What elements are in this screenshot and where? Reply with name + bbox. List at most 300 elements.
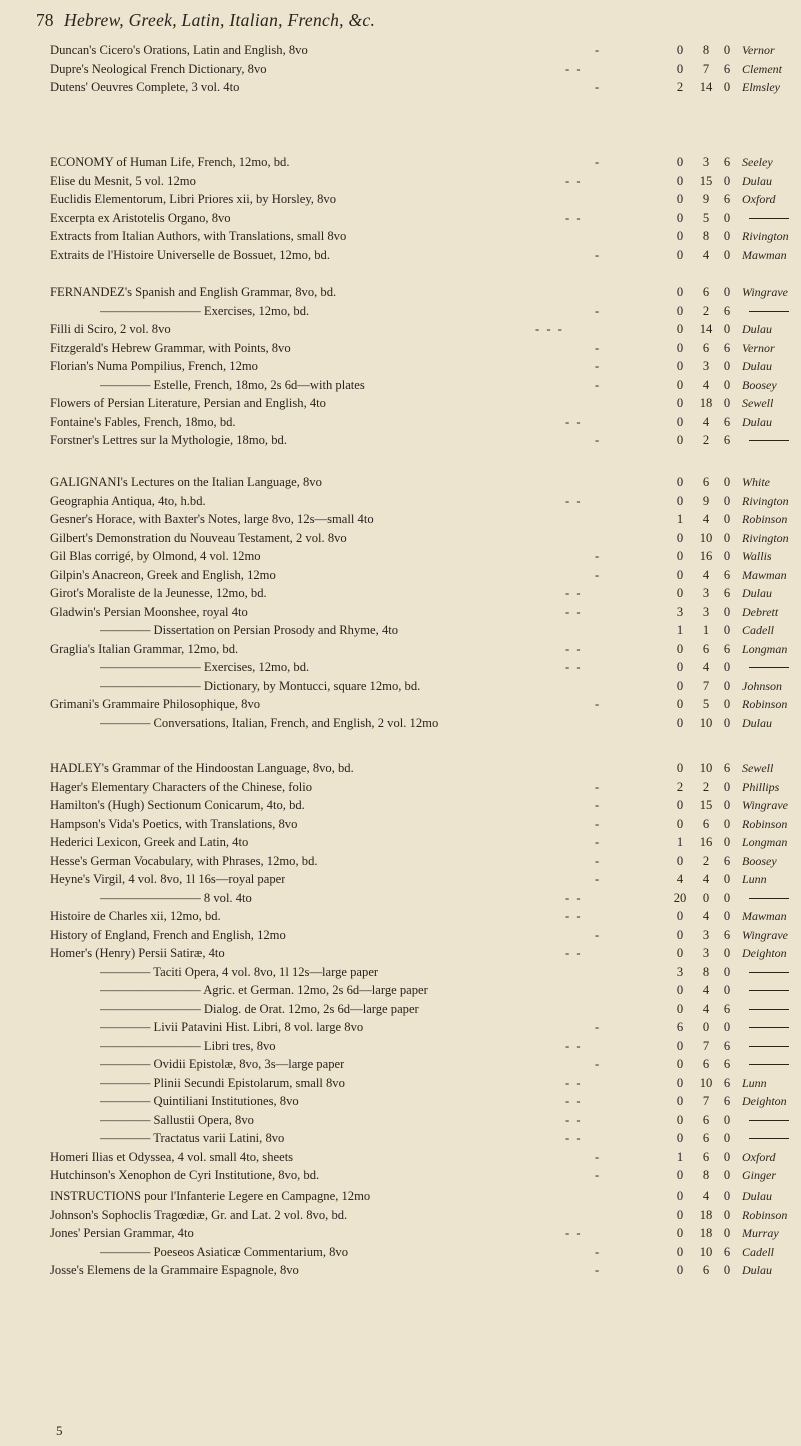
price-pence: 0 bbox=[723, 660, 731, 674]
price-pence: 6 bbox=[723, 433, 731, 447]
leader-dashes: - bbox=[595, 835, 602, 849]
entry-title: Jones' Persian Grammar, 4to bbox=[50, 1226, 194, 1240]
catalogue-entry bbox=[0, 1055, 801, 1074]
price-pounds: 0 bbox=[676, 1189, 684, 1203]
price-pounds: 0 bbox=[676, 1094, 684, 1108]
price-pounds: 0 bbox=[676, 715, 684, 730]
price-pounds: 0 bbox=[676, 1226, 684, 1240]
entry-title: ———————— Dictionary, by Montucci, square 12mo, bd. bbox=[100, 678, 421, 693]
leader-dashes: - - - bbox=[535, 322, 564, 336]
entry-title: Hamilton's (Hugh) Sectionum Conicarum, 4to, bd. bbox=[50, 798, 305, 812]
catalogue-entry bbox=[0, 190, 801, 209]
price-pounds: 0 bbox=[676, 285, 684, 299]
entry-title: Flowers of Persian Literature, Persian and English, 4to bbox=[50, 396, 326, 410]
publisher: Dulau bbox=[742, 359, 772, 373]
leader-dashes: - - bbox=[565, 660, 583, 674]
price-pence: 0 bbox=[723, 549, 731, 563]
catalogue-entry bbox=[0, 603, 801, 622]
price-shillings: 4 bbox=[702, 1001, 710, 1016]
catalogue-entry bbox=[0, 529, 801, 548]
price-shillings: 16 bbox=[699, 835, 713, 849]
price-pounds: 0 bbox=[676, 433, 684, 447]
price-pence: 0 bbox=[723, 229, 731, 243]
price-pence: 0 bbox=[723, 210, 731, 225]
publisher: Debrett bbox=[742, 604, 779, 619]
price-pence: 6 bbox=[723, 761, 731, 775]
catalogue-entry bbox=[0, 907, 801, 926]
publisher: Lunn bbox=[742, 872, 767, 886]
price-shillings: 3 bbox=[702, 586, 710, 600]
catalogue-entry bbox=[0, 60, 801, 79]
price-pence: 0 bbox=[723, 475, 731, 489]
publisher: Wallis bbox=[742, 549, 772, 563]
publisher: Mawman bbox=[742, 567, 787, 582]
catalogue-entry bbox=[0, 1037, 801, 1056]
price-pence: 6 bbox=[723, 1075, 731, 1090]
price-shillings: 18 bbox=[699, 1207, 713, 1222]
price-pounds: 0 bbox=[676, 660, 684, 674]
price-pounds: 1 bbox=[676, 623, 684, 637]
publisher: Dulau bbox=[742, 1189, 772, 1203]
price-shillings: 4 bbox=[702, 512, 710, 526]
catalogue-entry bbox=[0, 473, 801, 492]
catalogue-entry bbox=[0, 981, 801, 1000]
price-pounds: 0 bbox=[676, 414, 684, 429]
entry-title: Duncan's Cicero's Orations, Latin and English, 8vo bbox=[50, 43, 308, 57]
entry-title: HADLEY's Grammar of the Hindoostan Language, 8vo, bd. bbox=[50, 761, 354, 775]
price-shillings: 4 bbox=[702, 567, 710, 582]
leader-dashes: - bbox=[595, 697, 602, 711]
leader-dashes: - bbox=[595, 816, 602, 831]
leader-dashes: - bbox=[595, 779, 602, 794]
leader-dashes: - - bbox=[565, 1112, 583, 1127]
price-shillings: 4 bbox=[702, 872, 710, 886]
leader-dashes: - bbox=[595, 377, 602, 392]
price-pence: 6 bbox=[723, 1001, 731, 1016]
catalogue-entry bbox=[0, 640, 801, 659]
leader-dashes: - bbox=[595, 1149, 602, 1164]
publisher: Murray bbox=[742, 1226, 779, 1240]
price-pounds: 0 bbox=[676, 586, 684, 600]
price-pounds: 6 bbox=[676, 1020, 684, 1034]
price-pence: 0 bbox=[723, 1226, 731, 1240]
price-pounds: 0 bbox=[676, 247, 684, 262]
price-shillings: 6 bbox=[702, 1263, 710, 1277]
price-pence: 6 bbox=[723, 853, 731, 868]
price-pounds: 0 bbox=[676, 927, 684, 942]
leader-dashes: - - bbox=[565, 1226, 583, 1240]
leader-dashes: - - bbox=[565, 1038, 583, 1053]
publisher-ditto-rule bbox=[749, 1120, 789, 1121]
catalogue-entry bbox=[0, 510, 801, 529]
price-pence: 0 bbox=[723, 1149, 731, 1164]
leader-dashes: - - bbox=[565, 1094, 583, 1108]
catalogue-entry bbox=[0, 1129, 801, 1148]
price-shillings: 10 bbox=[699, 530, 713, 545]
price-pence: 0 bbox=[723, 285, 731, 299]
entry-title: Gil Blas corrigé, by Olmond, 4 vol. 12mo bbox=[50, 549, 261, 563]
entry-title: ———— Quintiliani Institutiones, 8vo bbox=[100, 1094, 299, 1108]
price-shillings: 8 bbox=[702, 229, 710, 243]
entry-title: ———————— Dialog. de Orat. 12mo, 2s 6d—large paper bbox=[100, 1001, 419, 1016]
publisher-ditto-rule bbox=[749, 1027, 789, 1028]
price-pounds: 0 bbox=[676, 192, 684, 206]
price-pence: 0 bbox=[723, 322, 731, 336]
publisher: Sewell bbox=[742, 761, 774, 775]
price-shillings: 10 bbox=[699, 761, 713, 775]
price-pence: 0 bbox=[723, 1020, 731, 1034]
price-pence: 6 bbox=[723, 1038, 731, 1053]
publisher-ditto-rule bbox=[749, 1064, 789, 1065]
publisher: Seeley bbox=[742, 155, 773, 169]
publisher: Dulau bbox=[742, 586, 772, 600]
price-shillings: 3 bbox=[702, 927, 710, 942]
price-shillings: 18 bbox=[699, 1226, 713, 1240]
leader-dashes: - bbox=[595, 433, 602, 447]
publisher: Cadell bbox=[742, 623, 774, 637]
price-pounds: 0 bbox=[676, 493, 684, 508]
signature-mark: 5 bbox=[56, 1423, 63, 1438]
catalogue-entry bbox=[0, 759, 801, 778]
price-pounds: 0 bbox=[676, 1112, 684, 1127]
price-shillings: 6 bbox=[702, 1131, 710, 1145]
entry-title: INSTRUCTIONS pour l'Infanterie Legere en Campagne, 12mo bbox=[50, 1189, 371, 1203]
price-shillings: 3 bbox=[702, 155, 710, 169]
leader-dashes: - - bbox=[565, 604, 583, 619]
price-shillings: 8 bbox=[702, 1168, 710, 1182]
leader-dashes: - bbox=[595, 155, 602, 169]
price-shillings: 2 bbox=[702, 779, 710, 794]
entry-title: ———— Ovidii Epistolæ, 8vo, 3s—large paper bbox=[100, 1057, 345, 1071]
price-shillings: 7 bbox=[702, 678, 710, 693]
price-pence: 0 bbox=[723, 1189, 731, 1203]
leader-dashes: - bbox=[595, 340, 602, 355]
publisher: Wingrave bbox=[742, 798, 788, 812]
catalogue-entry bbox=[0, 815, 801, 834]
entry-title: Hesse's German Vocabulary, with Phrases, 12mo, bd. bbox=[50, 853, 318, 868]
entry-title: Girot's Moraliste de la Jeunesse, 12mo, bd. bbox=[50, 586, 267, 600]
leader-dashes: - - bbox=[565, 414, 583, 429]
price-shillings: 5 bbox=[702, 697, 710, 711]
entry-title: ———— Tractatus varii Latini, 8vo bbox=[100, 1131, 285, 1145]
price-shillings: 6 bbox=[702, 641, 710, 656]
catalogue-entry bbox=[0, 209, 801, 228]
catalogue-entry bbox=[0, 376, 801, 395]
price-shillings: 9 bbox=[702, 192, 710, 206]
catalogue-entry bbox=[0, 357, 801, 376]
catalogue-entry bbox=[0, 1000, 801, 1019]
leader-dashes: - bbox=[595, 853, 602, 868]
price-pence: 0 bbox=[723, 909, 731, 923]
price-pounds: 0 bbox=[676, 909, 684, 923]
price-pence: 6 bbox=[723, 192, 731, 206]
catalogue-entry bbox=[0, 852, 801, 871]
catalogue-entry bbox=[0, 78, 801, 97]
leader-dashes: - bbox=[595, 359, 602, 373]
price-pounds: 0 bbox=[676, 853, 684, 868]
catalogue-entry bbox=[0, 153, 801, 172]
price-shillings: 14 bbox=[699, 80, 713, 94]
price-shillings: 8 bbox=[702, 964, 710, 979]
entry-title: Hederici Lexicon, Greek and Latin, 4to bbox=[50, 835, 249, 849]
price-pence: 6 bbox=[723, 61, 731, 76]
price-pounds: 4 bbox=[676, 872, 684, 886]
publisher-ditto-rule bbox=[749, 1138, 789, 1139]
price-pence: 0 bbox=[723, 173, 731, 188]
entry-title: ———————— 8 vol. 4to bbox=[100, 890, 252, 905]
catalogue-entry bbox=[0, 870, 801, 889]
publisher: Dulau bbox=[742, 322, 772, 336]
publisher-ditto-rule bbox=[749, 667, 789, 668]
price-pence: 0 bbox=[723, 1263, 731, 1277]
entry-title: Geographia Antiqua, 4to, h.bd. bbox=[50, 493, 206, 508]
entry-title: FERNANDEZ's Spanish and English Grammar, 8vo, bd. bbox=[50, 285, 337, 299]
publisher: Clement bbox=[742, 61, 782, 76]
entry-title: Fontaine's Fables, French, 18mo, bd. bbox=[50, 414, 236, 429]
price-pence: 6 bbox=[723, 1094, 731, 1108]
price-pounds: 0 bbox=[676, 983, 684, 997]
entry-title: Graglia's Italian Grammar, 12mo, bd. bbox=[50, 641, 239, 656]
leader-dashes: - bbox=[595, 43, 602, 57]
publisher: Rivington bbox=[742, 229, 789, 243]
catalogue-entry bbox=[0, 1243, 801, 1262]
entry-title: Hutchinson's Xenophon de Cyri Institutione, 8vo, bd. bbox=[50, 1168, 320, 1182]
price-pence: 6 bbox=[723, 340, 731, 355]
publisher: Sewell bbox=[742, 396, 774, 410]
entry-title: Gesner's Horace, with Baxter's Notes, large 8vo, 12s—small 4to bbox=[50, 512, 374, 526]
catalogue-entry bbox=[0, 246, 801, 265]
price-pounds: 0 bbox=[676, 155, 684, 169]
page-number: 78 bbox=[36, 10, 54, 30]
catalogue-entry bbox=[0, 1224, 801, 1243]
leader-dashes: - - bbox=[565, 1131, 583, 1145]
price-pence: 0 bbox=[723, 946, 731, 960]
price-pounds: 1 bbox=[676, 835, 684, 849]
price-pence: 0 bbox=[723, 1131, 731, 1145]
price-pence: 0 bbox=[723, 964, 731, 979]
price-shillings: 7 bbox=[702, 1094, 710, 1108]
price-pence: 6 bbox=[723, 155, 731, 169]
leader-dashes: - - bbox=[565, 946, 583, 960]
price-pence: 6 bbox=[723, 303, 731, 318]
price-pounds: 0 bbox=[676, 1001, 684, 1016]
catalogue-entry bbox=[0, 283, 801, 302]
price-pence: 0 bbox=[723, 697, 731, 711]
price-pence: 0 bbox=[723, 779, 731, 794]
catalogue-entry bbox=[0, 431, 801, 450]
entry-title: Filli di Sciro, 2 vol. 8vo bbox=[50, 322, 171, 336]
entry-title: Forstner's Lettres sur la Mythologie, 18mo, bd. bbox=[50, 433, 287, 447]
entry-title: ———— Estelle, French, 18mo, 2s 6d—with plates bbox=[100, 377, 365, 392]
price-pounds: 2 bbox=[676, 80, 684, 94]
entry-title: GALIGNANI's Lectures on the Italian Language, 8vo bbox=[50, 475, 322, 489]
price-shillings: 4 bbox=[702, 909, 710, 923]
price-pence: 0 bbox=[723, 983, 731, 997]
publisher: Robinson bbox=[742, 512, 788, 526]
price-shillings: 16 bbox=[699, 549, 713, 563]
publisher-ditto-rule bbox=[749, 1009, 789, 1010]
publisher: Mawman bbox=[742, 247, 787, 262]
price-pounds: 0 bbox=[676, 377, 684, 392]
publisher: Boosey bbox=[742, 377, 777, 392]
catalogue-entry bbox=[0, 1166, 801, 1185]
entry-title: Excerpta ex Aristotelis Organo, 8vo bbox=[50, 210, 231, 225]
price-pence: 6 bbox=[723, 927, 731, 942]
entry-title: Elise du Mesnit, 5 vol. 12mo bbox=[50, 173, 196, 188]
catalogue-section bbox=[0, 41, 801, 97]
entry-title: Homeri Ilias et Odyssea, 4 vol. small 4to, sheets bbox=[50, 1149, 294, 1164]
price-shillings: 14 bbox=[699, 322, 713, 336]
leader-dashes: - - bbox=[565, 210, 583, 225]
leader-dashes: - bbox=[595, 872, 602, 886]
price-pence: 0 bbox=[723, 798, 731, 812]
catalogue-entry bbox=[0, 695, 801, 714]
price-pence: 0 bbox=[723, 678, 731, 693]
price-shillings: 0 bbox=[702, 890, 710, 905]
entry-title: ———— Taciti Opera, 4 vol. 8vo, 1l 12s—large paper bbox=[100, 964, 379, 979]
price-shillings: 6 bbox=[702, 1149, 710, 1164]
entry-title: History of England, French and English, 12mo bbox=[50, 927, 286, 942]
publisher: Wingrave bbox=[742, 285, 788, 299]
leader-dashes: - bbox=[595, 80, 602, 94]
price-shillings: 8 bbox=[702, 43, 710, 57]
publisher: Rivington bbox=[742, 530, 789, 545]
leader-dashes: - bbox=[595, 1057, 602, 1071]
publisher: Dulau bbox=[742, 173, 772, 188]
catalogue-entry bbox=[0, 492, 801, 511]
price-pence: 0 bbox=[723, 80, 731, 94]
price-pounds: 0 bbox=[676, 1263, 684, 1277]
catalogue-entry bbox=[0, 394, 801, 413]
catalogue-section bbox=[0, 283, 801, 450]
price-pounds: 0 bbox=[676, 567, 684, 582]
price-pence: 6 bbox=[723, 414, 731, 429]
catalogue-entry bbox=[0, 889, 801, 908]
catalogue-entry bbox=[0, 1074, 801, 1093]
publisher-ditto-rule bbox=[749, 218, 789, 219]
catalogue-entry bbox=[0, 677, 801, 696]
catalogue-entry bbox=[0, 621, 801, 640]
leader-dashes: - bbox=[595, 1168, 602, 1182]
entry-title: Johnson's Sophoclis Tragœdiæ, Gr. and Lat. 2 vol. 8vo, bd. bbox=[50, 1207, 348, 1222]
price-pence: 6 bbox=[723, 641, 731, 656]
entry-title: ———————— Exercises, 12mo, bd. bbox=[100, 660, 310, 674]
price-pounds: 0 bbox=[676, 816, 684, 831]
catalogue-entry bbox=[0, 547, 801, 566]
entry-title: ———— Poeseos Asiaticæ Commentarium, 8vo bbox=[100, 1244, 349, 1259]
entry-title: Gilpin's Anacreon, Greek and English, 12mo bbox=[50, 567, 276, 582]
catalogue-entry bbox=[0, 944, 801, 963]
price-pence: 6 bbox=[723, 567, 731, 582]
leader-dashes: - - bbox=[565, 61, 583, 76]
price-shillings: 4 bbox=[702, 983, 710, 997]
price-shillings: 10 bbox=[699, 1244, 713, 1259]
catalogue-entry bbox=[0, 796, 801, 815]
price-pounds: 0 bbox=[676, 697, 684, 711]
price-shillings: 4 bbox=[702, 414, 710, 429]
price-shillings: 3 bbox=[702, 946, 710, 960]
price-pence: 6 bbox=[723, 586, 731, 600]
price-pence: 0 bbox=[723, 715, 731, 730]
catalogue-entry bbox=[0, 302, 801, 321]
entry-title: Hampson's Vida's Poetics, with Translations, 8vo bbox=[50, 816, 298, 831]
leader-dashes: - - bbox=[565, 493, 583, 508]
price-pounds: 0 bbox=[676, 43, 684, 57]
catalogue-section bbox=[0, 1187, 801, 1280]
leader-dashes: - - bbox=[565, 1075, 583, 1090]
price-shillings: 2 bbox=[702, 433, 710, 447]
publisher-ditto-rule bbox=[749, 440, 789, 441]
entry-title: Gladwin's Persian Moonshee, royal 4to bbox=[50, 604, 248, 619]
price-shillings: 6 bbox=[702, 340, 710, 355]
entry-title: Euclidis Elementorum, Libri Priores xii, by Horsley, 8vo bbox=[50, 192, 336, 206]
price-pounds: 0 bbox=[676, 322, 684, 336]
entry-title: Grimani's Grammaire Philosophique, 8vo bbox=[50, 697, 261, 711]
price-pence: 0 bbox=[723, 816, 731, 831]
price-pence: 0 bbox=[723, 247, 731, 262]
leader-dashes: - bbox=[595, 567, 602, 582]
leader-dashes: - - bbox=[565, 641, 583, 656]
publisher: Longman bbox=[742, 641, 788, 656]
publisher: Cadell bbox=[742, 1244, 774, 1259]
entry-title: ———————— Agric. et German. 12mo, 2s 6d—large paper bbox=[100, 983, 428, 997]
price-pounds: 0 bbox=[676, 798, 684, 812]
publisher: Robinson bbox=[742, 816, 788, 831]
price-shillings: 3 bbox=[702, 359, 710, 373]
price-pence: 0 bbox=[723, 530, 731, 545]
price-pounds: 0 bbox=[676, 1168, 684, 1182]
price-pounds: 1 bbox=[676, 1149, 684, 1164]
catalogue-entry bbox=[0, 778, 801, 797]
price-pounds: 3 bbox=[676, 964, 684, 979]
catalogue-entry bbox=[0, 413, 801, 432]
price-pounds: 20 bbox=[673, 890, 687, 905]
price-pence: 0 bbox=[723, 835, 731, 849]
leader-dashes: - - bbox=[565, 173, 583, 188]
leader-dashes: - bbox=[595, 1020, 602, 1034]
publisher-ditto-rule bbox=[749, 898, 789, 899]
catalogue-entry bbox=[0, 926, 801, 945]
catalogue-entry bbox=[0, 320, 801, 339]
price-shillings: 15 bbox=[699, 173, 713, 188]
price-shillings: 4 bbox=[702, 377, 710, 392]
publisher: Oxford bbox=[742, 192, 776, 206]
catalogue-entry bbox=[0, 339, 801, 358]
price-pounds: 0 bbox=[676, 359, 684, 373]
publisher-ditto-rule bbox=[749, 1046, 789, 1047]
catalogue-entry bbox=[0, 714, 801, 733]
publisher: Deighton bbox=[742, 1094, 787, 1108]
leader-dashes: - bbox=[595, 798, 602, 812]
catalogue-entry bbox=[0, 658, 801, 677]
catalogue-section bbox=[0, 473, 801, 732]
price-pence: 0 bbox=[723, 493, 731, 508]
entry-title: ———— Livii Patavini Hist. Libri, 8 vol. large 8vo bbox=[100, 1020, 364, 1034]
price-pence: 0 bbox=[723, 43, 731, 57]
entry-title: Fitzgerald's Hebrew Grammar, with Points, 8vo bbox=[50, 340, 291, 355]
catalogue-entry bbox=[0, 584, 801, 603]
catalogue-entry bbox=[0, 1092, 801, 1111]
price-pence: 6 bbox=[723, 1057, 731, 1071]
publisher-ditto-rule bbox=[749, 311, 789, 312]
entry-title: Histoire de Charles xii, 12mo, bd. bbox=[50, 909, 221, 923]
publisher: Boosey bbox=[742, 853, 777, 868]
catalogue-entry bbox=[0, 833, 801, 852]
publisher: Rivington bbox=[742, 493, 789, 508]
price-shillings: 2 bbox=[702, 853, 710, 868]
leader-dashes: - bbox=[595, 303, 602, 318]
catalogue-entry bbox=[0, 1206, 801, 1225]
